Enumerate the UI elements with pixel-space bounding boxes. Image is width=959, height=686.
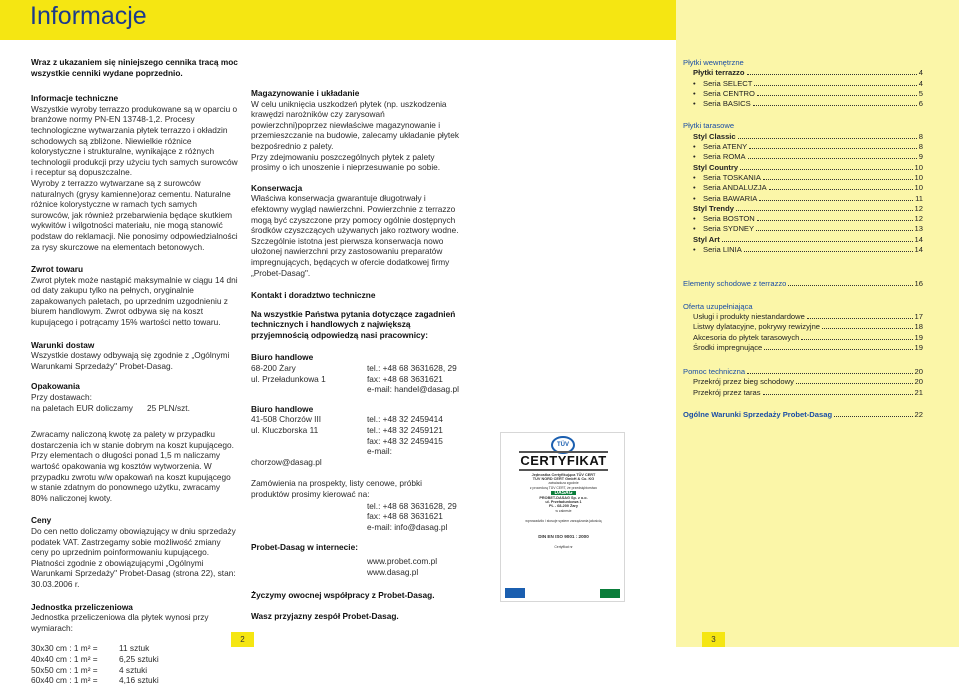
toc-entry[interactable]	[683, 224, 923, 234]
toc-dot-leader	[769, 189, 913, 190]
certificate-line: ul. Przeładunkowa 1	[545, 500, 582, 505]
closing-line-2: Wasz przyjazny zespół Probet-Dasag.	[251, 610, 399, 621]
toc-dot-leader	[834, 416, 912, 417]
toc-entry-label: • Seria LINIA	[703, 245, 742, 255]
closing-line-1: Życzymy owocnej współpracy z Probet-Dasag.	[251, 590, 435, 601]
certificate-line: w zakresie	[555, 508, 572, 513]
delivery-heading: Warunki dostaw	[31, 339, 95, 350]
toc-entry-label: • Seria ROMA	[703, 152, 746, 162]
toc-entry[interactable]	[683, 89, 923, 99]
tech-paragraph-2: Wyroby z terrazzo wytwarzane są z surowców naturalnych (grysy kamienne)oraz cementu. Naturalne różnice kolorystyczne w ramach tych samych surowców, jak również przebarwienia będące skutkiem wykwitów i wilgotności materiału, nie mogą stanowić podstaw do reklamacji. Nie ponosimy odpowiedzialności za rysy skurczowe na elementach betonowych.	[31, 177, 238, 252]
toc-dot-leader	[822, 328, 913, 329]
toc-entry[interactable]	[683, 322, 923, 332]
certificate-line: z procedurą TÜV CERT, że przedsiębiorstwo	[529, 485, 598, 490]
toc-entry-page: 19	[914, 342, 923, 352]
dasag-logo: DASAG	[551, 491, 575, 495]
toc-dot-leader	[759, 200, 913, 201]
toc-entry[interactable]	[683, 235, 923, 245]
toc-entry-page: 22	[914, 410, 923, 420]
toc-entry-page: 20	[914, 377, 923, 387]
packaging-paragraph-2: Zwracamy naliczoną kwotę za palety w przypadku dostarczenia ich w stanie dobrym na koszt kupującego.	[31, 429, 234, 450]
toc-entry-label: Styl Art	[693, 234, 720, 244]
packaging-line-1: Przy dostawach:	[31, 392, 92, 403]
orders-row	[251, 501, 459, 512]
certificate-line: PROBET-DASAG Sp. z o.o.	[539, 496, 588, 501]
office-1-row	[251, 374, 459, 385]
unit-count: 6,25 sztuki	[119, 653, 159, 664]
certificate-footer-logo-left	[505, 588, 525, 598]
office-1-address-2: ul. Przeładunkowa 1	[251, 373, 326, 384]
toc-entry[interactable]	[683, 279, 923, 289]
unit-row	[31, 675, 238, 686]
toc-dot-leader	[753, 105, 917, 106]
toc-entry-page: 21	[914, 387, 923, 397]
toc-entry-page: 12	[914, 214, 923, 224]
toc-entry-page: 16	[914, 279, 923, 289]
toc-section-heading: Płytki wewnętrzne	[683, 58, 744, 67]
toc-entry-label: Przekrój przez bieg schodowy	[693, 377, 794, 387]
tuv-logo-icon: TÜV	[551, 436, 575, 454]
toc-entry-page: 19	[914, 332, 923, 342]
toc-entry-label: Przekrój przez taras	[693, 387, 761, 397]
toc-dot-leader	[736, 210, 913, 211]
toc-entry-label: • Seria BAWARIA	[703, 193, 758, 203]
toc-entry-label: Elementy schodowe z terrazzo	[683, 279, 787, 289]
toc-entry-label: • Seria ANDALUZJA	[703, 183, 767, 193]
toc-dot-leader	[763, 394, 913, 395]
toc-entry-page: 10	[914, 183, 923, 193]
unit-count: 11 sztuk	[119, 643, 150, 654]
toc-entry-label: • Seria ATENY	[703, 142, 748, 152]
info-column-left	[31, 57, 238, 686]
office-1-fax: fax: +48 68 3631621	[367, 373, 443, 384]
toc-entry-label: Akcesoria do płytek tarasowych	[693, 332, 800, 342]
office-2-tel-2: tel.: +48 32 2459121	[367, 425, 443, 436]
toc-dot-leader	[749, 148, 917, 149]
toc-entry-page: 4	[918, 68, 923, 78]
toc-entry[interactable]	[683, 194, 923, 204]
toc-entry[interactable]	[683, 214, 923, 224]
office-2-fax: fax: +48 32 2459415	[367, 435, 443, 446]
toc-dot-leader	[757, 95, 917, 96]
toc-entry-label: • Seria SELECT	[703, 78, 753, 88]
page-number-left: 2	[231, 632, 254, 647]
certificate-title: CERTYFIKAT	[520, 453, 607, 468]
orders-fax: fax: +48 68 3631621	[367, 511, 443, 522]
toc-entry[interactable]	[683, 68, 923, 78]
toc-entry-label: • Seria CENTRO	[703, 88, 755, 98]
unit-size: 60x40 cm : 1 m² =	[31, 675, 98, 686]
orders-row	[251, 522, 459, 533]
page-title-left: Informacje	[30, 2, 147, 30]
web-row	[251, 567, 459, 578]
tech-heading: Informacje techniczne	[31, 93, 119, 104]
toc-entry-page: 14	[914, 245, 923, 255]
certificate-rule	[519, 469, 608, 471]
unit-size: 40x40 cm : 1 m² =	[31, 653, 98, 664]
unit-row	[31, 654, 238, 665]
prices-paragraph-1: Do cen netto doliczamy obowiązujący w dniu sprzedaży podatek VAT. Zastrzegamy sobie możliwość zmiany ceny po uprzednim poinformowaniu kupującego.	[31, 525, 236, 558]
office-2-address-2: ul. Kluczborska 11	[251, 425, 319, 436]
care-paragraph: Właściwa konserwacja gwarantuje długotrwały i efektowny wygląd nawierzchni. Powierzchnie z terrazzo mogą być czyszczone przy pomocy ogólnie dostępnych środków czyszczących używanych jako roztwory wodne. Szczególnie istotna jest pierwsza konserwacja nowo ułożonej nawierzchni przy zastosowaniu preparatów impregnujących, będących w ofercie dodatkowej firmy „Probet-Dasag".	[251, 193, 459, 278]
orders-paragraph: Zamówienia na prospekty, listy cenowe, próbki produktów prosimy kierować na:	[251, 478, 422, 499]
intro-note: Wraz z ukazaniem się niniejszego cennika tracą moc wszystkie cenniki wydane poprzednio.	[31, 57, 238, 78]
toc-dot-leader	[744, 251, 913, 252]
toc-entry-page: 17	[914, 311, 923, 321]
office-1-row	[251, 384, 459, 395]
web-link-dasag[interactable]: www.dasag.pl	[367, 566, 419, 577]
toc-entry-page: 18	[914, 322, 923, 332]
certificate-line: zaświadcza zgodnie	[548, 481, 579, 486]
toc-entry-page: 5	[918, 88, 923, 98]
toc-dot-leader	[796, 383, 913, 384]
office-1-row	[251, 363, 459, 374]
toc-entry-page: 11	[915, 193, 923, 203]
toc-entry-page: 10	[914, 172, 923, 182]
toc-dot-leader	[722, 241, 913, 242]
toc-entry-page: 4	[918, 78, 923, 88]
toc-entry-label: Styl Country	[693, 162, 739, 172]
storage-paragraph-1: W celu uniknięcia uszkodzeń płytek (np. uszkodzenia krawędzi narożników czy zarysowań powierzchni)poprzez niewłaściwe magazynowanie i przemieszczanie na budowie, zalecamy układanie płytek bezpośrednio z palety.	[251, 98, 459, 151]
office-1-email[interactable]: e-mail: handel@dasag.pl	[367, 384, 459, 395]
unit-size: 50x50 cm : 1 m² =	[31, 664, 98, 675]
care-heading: Konserwacja	[251, 182, 303, 193]
toc-dot-leader	[801, 339, 912, 340]
toc-entry-page: 20	[914, 367, 923, 377]
toc-entry-page: 14	[914, 234, 923, 244]
certificate-line: Certyfikat nr	[554, 545, 573, 550]
toc-entry-page: 8	[918, 142, 923, 152]
toc-entry-label: • Seria BASICS	[703, 99, 751, 109]
toc-entry-page: 10	[914, 162, 923, 172]
toc-dot-leader	[747, 373, 912, 374]
certificate-body	[507, 473, 620, 549]
office-1-tel: tel.: +48 68 3631628, 29	[367, 363, 457, 374]
certificate-line: TÜV NORD CERT GmbH & Co. KG	[532, 477, 595, 482]
office-2-heading: Biuro handlowe	[251, 403, 314, 414]
toc-entry-label: Pomoc techniczna	[683, 367, 746, 377]
page-number-right: 3	[702, 632, 725, 647]
toc-dot-leader	[740, 169, 912, 170]
prices-paragraph-2: Płatności zgodnie z obowiązującymi „Ogólnymi Warunkami Sprzedaży" Probet-Dasag (strona 22), stan: 30.03.2006 r.	[31, 557, 236, 589]
toc-dot-leader	[756, 230, 912, 231]
toc-entry[interactable]	[683, 152, 923, 162]
unit-row	[31, 665, 238, 676]
certificate-line: DIN EN ISO 9001 : 2000	[538, 534, 589, 540]
delivery-paragraph: Wszystkie dostawy odbywają się zgodnie z „Ogólnymi Warunkami Sprzedaży" Probet-Dasag.	[31, 350, 230, 371]
storage-heading: Magazynowanie i układanie	[251, 88, 360, 98]
toc-entry[interactable]	[683, 343, 923, 353]
tech-paragraph-1: Wszystkie wyroby terrazzo produkowane są w oparciu o branżowe normy PN-EN 13748-1,2. Procesy technologiczne wytwarzania płytek terrazzo i okładzin schodowych są zbliżone. Niewielkie różnice kolorystyczne i strukturalne, wynikające z różnych technologii produkcji przy użyciu tych samych surowców i receptur są dopuszczalne.	[31, 103, 238, 178]
toc-section-heading: Oferta uzupełniająca	[683, 301, 753, 311]
toc-entry-page: 9	[918, 152, 923, 162]
toc-entry-label: • Seria BOSTON	[703, 214, 755, 224]
office-1-address-1: 68-200 Żary	[251, 363, 296, 374]
toc-entry[interactable]	[683, 183, 923, 193]
storage-paragraph-2: Przy zdejmowaniu poszczególnych płytek z palety prosimy o ich unoszenie i nieprzesuwanie po sobie.	[251, 151, 441, 173]
prices-heading: Ceny	[31, 515, 52, 526]
toc-entry[interactable]	[683, 312, 923, 322]
orders-email[interactable]: e-mail: info@dasag.pl	[367, 521, 448, 532]
toc-entry-label: Ogólne Warunki Sprzedaży Probet-Dasag	[683, 410, 833, 420]
contacts-intro: Na wszystkie Państwa pytania dotyczące zagadnień technicznych i handlowych z największą przyjemnością odpowiedzą nasi pracownicy:	[251, 308, 456, 340]
toc-entry-label: Styl Trendy	[693, 203, 734, 213]
toc-entry[interactable]	[683, 367, 923, 377]
packaging-pallet-value: 25 PLN/szt.	[147, 402, 190, 413]
certificate-line: wprowadziło i stosuje system zarządzania jakością	[525, 518, 602, 523]
web-heading: Probet-Dasag w internecie:	[251, 542, 358, 553]
toc-entry-label: Środki impregnujące	[693, 342, 763, 352]
unit-heading: Jednostka przeliczeniowa	[31, 601, 133, 612]
toc-entry-label: Listwy dylatacyjne, pokrywy rewizyjne	[693, 322, 821, 332]
toc-entry-label: • Seria TOSKANIA	[703, 172, 761, 182]
toc-dot-leader	[763, 179, 913, 180]
office-1-heading: Biuro handlowe	[251, 352, 314, 363]
office-2-row	[251, 436, 459, 447]
toc-entry-page: 12	[914, 203, 923, 213]
unit-size: 30x30 cm : 1 m² =	[31, 643, 98, 654]
contacts-heading: Kontakt i doradztwo techniczne	[251, 290, 376, 301]
toc-entry[interactable]	[683, 99, 923, 109]
orders-row	[251, 511, 459, 522]
unit-row	[31, 643, 238, 654]
toc-entry[interactable]	[683, 163, 923, 173]
office-2-row	[251, 425, 459, 436]
toc-entry-label: Płytki terrazzo	[693, 68, 745, 78]
toc-entry-label: Usługi i produkty niestandardowe	[693, 311, 805, 321]
toc-dot-leader	[764, 349, 912, 350]
office-2-tel-1: tel.: +48 32 2459414	[367, 414, 443, 425]
certificate-line: PL - 68-200 Żary	[548, 504, 579, 509]
toc-entry-page: 8	[918, 131, 923, 141]
toc-dot-leader	[757, 220, 913, 221]
toc-entry[interactable]	[683, 204, 923, 214]
toc-entry[interactable]	[683, 410, 923, 420]
certificate-footer-logo-right	[600, 589, 620, 598]
web-row	[251, 556, 459, 567]
toc-dot-leader	[807, 318, 913, 319]
toc-entry-page: 13	[914, 224, 923, 234]
unit-count: 4 sztuki	[119, 664, 148, 675]
toc-entry[interactable]	[683, 79, 923, 89]
toc-entry-label: Styl Classic	[693, 131, 736, 141]
unit-count: 4,16 sztuki	[119, 675, 159, 686]
toc-entry[interactable]	[683, 388, 923, 398]
toc-section-heading: Płytki tarasowe	[683, 121, 735, 131]
toc-dot-leader	[738, 138, 917, 139]
toc-dot-leader	[747, 74, 917, 75]
orders-tel: tel.: +48 68 3631628, 29	[367, 500, 457, 511]
returns-heading: Zwrot towaru	[31, 264, 84, 275]
table-of-contents	[683, 58, 923, 420]
toc-entry[interactable]	[683, 173, 923, 183]
packaging-heading: Opakowania	[31, 381, 80, 392]
packaging-line-2	[31, 403, 238, 414]
iso-certificate-image	[500, 432, 625, 602]
packaging-pallet-label: na paletach EUR doliczamy	[31, 402, 133, 413]
toc-entry[interactable]	[683, 142, 923, 152]
office-2-address-1: 41-508 Chorzów III	[251, 414, 322, 425]
certificate-line: Jednostka Certyfikująca TÜV CERT	[531, 473, 596, 477]
unit-paragraph: Jednostka przeliczeniowa dla płytek wynosi przy wymiarach:	[31, 612, 209, 633]
toc-entry[interactable]	[683, 132, 923, 142]
toc-entry[interactable]	[683, 333, 923, 343]
info-column-right	[251, 88, 459, 621]
toc-dot-leader	[754, 85, 916, 86]
toc-entry[interactable]	[683, 377, 923, 387]
toc-entry-label: • Seria SYDNEY	[703, 224, 755, 234]
web-link-probet[interactable]: www.probet.com.pl	[367, 555, 438, 566]
toc-entry-page: 6	[918, 99, 923, 109]
toc-dot-leader	[788, 285, 912, 286]
toc-dot-leader	[748, 158, 917, 159]
office-2-row	[251, 414, 459, 425]
returns-paragraph: Zwrot płytek może nastąpić maksymalnie w ciągu 14 dni od daty zakupu tylko na pełnych, oryginalnie zapakowanych paletach, po uprzednim uzgodnieniu z biurem handlowym. Zwrot odbywa się na koszt kupującego i potrącamy 15% wartości netto towaru.	[31, 274, 238, 328]
toc-entry[interactable]	[683, 245, 923, 255]
office-2-row	[251, 446, 459, 467]
office-2-email[interactable]: e-mail: chorzow@dasag.pl	[251, 446, 392, 467]
packaging-paragraph-3: Przy elementach o długości ponad 1,5 m naliczamy wartość opakowania wg kosztów wytworzenia. W przypadku zwrotu w/w opakowań na koszt kupującego w stanie zdatnym do ponownego użytku, zwracamy 80% naliczonej kwoty.	[31, 450, 231, 503]
